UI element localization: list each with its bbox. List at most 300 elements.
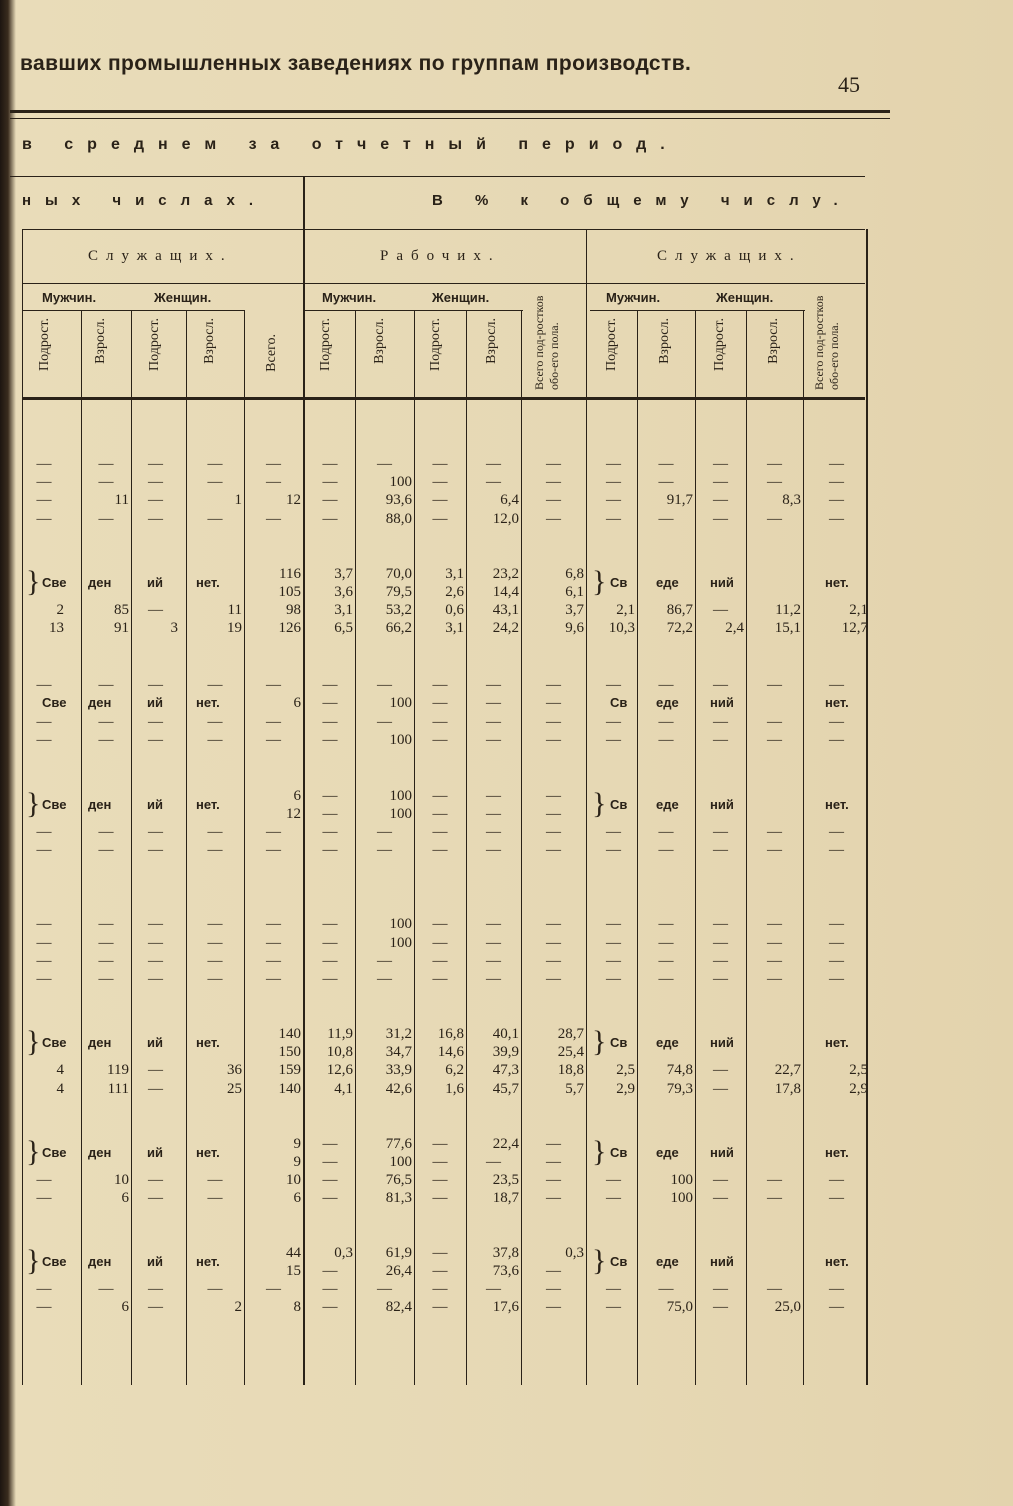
table-cell: — — [36, 732, 52, 748]
table-cell: — — [322, 806, 338, 822]
table-cell: 3,6 — [334, 584, 353, 600]
no-data-note-left: ий — [147, 695, 163, 710]
table-cell: — — [322, 824, 338, 840]
no-data-note-right: ний — [710, 1254, 734, 1269]
subgroup-rule — [22, 283, 865, 284]
table-cell: 10 — [114, 1172, 129, 1188]
table-cell: — — [207, 677, 223, 693]
table-cell: — — [266, 474, 281, 490]
table-cell: — — [486, 916, 501, 932]
table-cell: — — [98, 916, 114, 932]
table-cell: 22,7 — [774, 1062, 801, 1078]
table-cell: — — [266, 1281, 281, 1297]
table-cell: 75,0 — [666, 1299, 693, 1315]
table-cell: — — [658, 824, 674, 840]
table-cell: — — [829, 474, 844, 490]
table-cell: 159 — [278, 1062, 301, 1078]
table-cell: — — [546, 824, 561, 840]
no-data-note-left: Све — [42, 1035, 67, 1050]
table-cell: — — [207, 732, 223, 748]
table-cell: — — [606, 714, 621, 730]
no-data-note-right: Св — [610, 575, 628, 590]
table-cell: 111 — [107, 1081, 129, 1097]
table-cell: — — [432, 935, 448, 951]
table-cell: — — [546, 732, 561, 748]
table-cell: — — [432, 1136, 448, 1152]
table-cell: 13 — [49, 620, 64, 636]
table-cell: — — [606, 492, 621, 508]
table-cell: 37,8 — [492, 1245, 519, 1261]
table-cell: — — [432, 916, 448, 932]
table-cell: — — [377, 953, 392, 969]
table-cell: — — [432, 695, 448, 711]
table-cell: — — [713, 1190, 728, 1206]
table-cell: 3,1 — [445, 620, 464, 636]
table-cell: 11 — [114, 492, 129, 508]
table-cell: — — [322, 492, 338, 508]
table-cell: 14,4 — [492, 584, 519, 600]
table-cell: — — [207, 1281, 223, 1297]
table-cell: — — [713, 492, 728, 508]
table-cell: — — [546, 714, 561, 730]
table-cell: 43,1 — [492, 602, 519, 618]
table-cell: 100 — [389, 1154, 412, 1170]
table-cell: 23,2 — [492, 566, 519, 582]
table-cell: — — [148, 602, 163, 618]
table-cell: — — [322, 1299, 338, 1315]
table-cell: 126 — [278, 620, 301, 636]
table-cell: — — [266, 714, 281, 730]
brace-left: } — [26, 1135, 41, 1168]
brace-left: } — [26, 787, 41, 820]
brace-right: } — [592, 787, 607, 820]
no-data-note-left: Све — [42, 1145, 67, 1160]
no-data-note-left: нет. — [196, 1035, 220, 1050]
table-cell: — — [486, 456, 501, 472]
banner-rule — [10, 176, 865, 177]
table-cell: — — [322, 1172, 338, 1188]
col-adult-5: Взросл. — [657, 318, 672, 364]
brace-right: } — [592, 1025, 607, 1058]
table-cell: 100 — [670, 1190, 693, 1206]
table-cell: 2,1 — [849, 602, 868, 618]
table-cell: — — [546, 1299, 561, 1315]
table-cell: — — [148, 492, 163, 508]
table-cell: — — [432, 732, 448, 748]
table-cell: — — [322, 1190, 338, 1206]
table-cell: — — [377, 677, 392, 693]
table-cell: — — [486, 1281, 501, 1297]
table-cell: 10 — [286, 1172, 301, 1188]
table-cell: — — [713, 1299, 728, 1315]
table-cell: — — [377, 842, 392, 858]
table-cell: — — [606, 916, 621, 932]
table-cell: — — [767, 824, 782, 840]
col-teen-4: Подрост. — [428, 318, 443, 371]
table-cell: 39,9 — [492, 1044, 519, 1060]
table-cell: — — [266, 511, 281, 527]
table-cell: — — [658, 971, 674, 987]
table-cell: — — [266, 953, 281, 969]
table-cell: 100 — [389, 916, 412, 932]
table-cell: — — [207, 714, 223, 730]
table-cell: 100 — [389, 695, 412, 711]
group-rule — [22, 229, 865, 230]
header-rule — [10, 110, 890, 113]
table-cell: — — [713, 935, 728, 951]
table-cell: — — [148, 1062, 163, 1078]
table-cell: — — [829, 1190, 844, 1206]
table-cell: — — [658, 511, 674, 527]
table-cell: — — [767, 1190, 782, 1206]
table-cell: 45,7 — [492, 1081, 519, 1097]
table-cell: — — [713, 1081, 728, 1097]
no-data-note-left: ден — [88, 1145, 112, 1160]
no-data-note-right: нет. — [825, 1145, 849, 1160]
no-data-note-left: нет. — [196, 695, 220, 710]
table-cell: 2,9 — [616, 1081, 635, 1097]
table-cell: — — [36, 1281, 52, 1297]
table-cell: — — [36, 1172, 52, 1188]
table-cell: 10,3 — [608, 620, 635, 636]
col-total-teens-2: Всего под-ростков обо-его пола. — [812, 295, 841, 390]
table-cell: — — [767, 916, 782, 932]
table-cell: — — [322, 714, 338, 730]
table-cell: 10,8 — [326, 1044, 353, 1060]
table-cell: 6 — [293, 695, 301, 711]
table-cell: — — [36, 824, 52, 840]
table-cell: — — [767, 456, 782, 472]
table-cell: 11,2 — [775, 602, 801, 618]
col-adult-2: Взросл. — [202, 318, 217, 364]
table-cell: — — [322, 916, 338, 932]
table-cell: 61,9 — [385, 1245, 412, 1261]
brace-right: } — [592, 1135, 607, 1168]
col-total-teens-1: Всего под-ростков обо-его пола. — [532, 295, 561, 390]
table-cell: — — [36, 842, 52, 858]
no-data-note-left: Све — [42, 695, 67, 710]
table-cell: — — [432, 1154, 448, 1170]
table-cell: — — [546, 1154, 561, 1170]
no-data-note-left: ий — [147, 797, 163, 812]
table-cell: — — [322, 732, 338, 748]
table-cell: — — [767, 474, 782, 490]
no-data-note-left: ий — [147, 1145, 163, 1160]
table-cell: — — [606, 935, 621, 951]
table-cell: — — [713, 971, 728, 987]
table-cell: — — [546, 492, 561, 508]
table-cell: — — [606, 677, 621, 693]
women-label-1: Женщин. — [154, 290, 212, 305]
table-cell: — — [606, 824, 621, 840]
table-cell: — — [148, 824, 163, 840]
table-cell: 16,8 — [437, 1026, 464, 1042]
table-cell: — — [207, 953, 223, 969]
table-cell: — — [432, 842, 448, 858]
no-data-note-left: нет. — [196, 797, 220, 812]
table-cell: 3,7 — [334, 566, 353, 582]
table-cell: — — [207, 842, 223, 858]
table-cell: — — [98, 732, 114, 748]
table-cell: — — [322, 788, 338, 804]
table-cell: — — [829, 456, 844, 472]
column-rule — [22, 229, 23, 1385]
table-cell: — — [36, 971, 52, 987]
table-cell: — — [546, 916, 561, 932]
col-adult-3: Взросл. — [372, 318, 387, 364]
table-cell: — — [322, 953, 338, 969]
table-cell: — — [148, 677, 163, 693]
table-cell: 15,1 — [774, 620, 801, 636]
table-cell: — — [148, 714, 163, 730]
no-data-note-left: Све — [42, 575, 67, 590]
table-cell: 36 — [227, 1062, 242, 1078]
table-cell: — — [322, 1263, 338, 1279]
brace-left: } — [26, 1025, 41, 1058]
no-data-note-right: Св — [610, 695, 628, 710]
no-data-note-right: ний — [710, 695, 734, 710]
table-cell: — — [767, 677, 782, 693]
brace-right: } — [592, 1244, 607, 1277]
table-cell: — — [829, 916, 844, 932]
table-cell: — — [36, 474, 52, 490]
table-cell: 33,9 — [385, 1062, 412, 1078]
no-data-note-left: Све — [42, 797, 67, 812]
table-cell: 3 — [170, 620, 178, 636]
table-cell: — — [606, 842, 621, 858]
table-cell: — — [432, 474, 448, 490]
table-cell: — — [432, 714, 448, 730]
table-cell: — — [486, 953, 501, 969]
col-teen-5: Подрост. — [604, 318, 619, 371]
table-cell: — — [432, 1172, 448, 1188]
table-cell: — — [546, 1136, 561, 1152]
table-cell: — — [432, 1245, 448, 1261]
no-data-note-left: Све — [42, 1254, 67, 1269]
table-cell: 72,2 — [666, 620, 693, 636]
table-cell: — — [486, 971, 501, 987]
brace-right: } — [592, 565, 607, 598]
no-data-note-right: еде — [656, 1035, 679, 1050]
table-cell: 24,2 — [492, 620, 519, 636]
table-cell: 31,2 — [385, 1026, 412, 1042]
table-cell: — — [148, 935, 163, 951]
table-cell: 73,6 — [492, 1263, 519, 1279]
table-cell: — — [148, 953, 163, 969]
sub-rule-a — [22, 310, 244, 311]
table-cell: — — [432, 1263, 448, 1279]
group-employees-left: Служащих. — [88, 248, 233, 264]
table-cell: — — [148, 456, 163, 472]
table-cell: — — [767, 953, 782, 969]
table-cell: 9 — [293, 1154, 301, 1170]
table-cell: 2,5 — [616, 1062, 635, 1078]
no-data-note-left: ден — [88, 797, 112, 812]
table-cell: — — [546, 695, 561, 711]
table-cell: 100 — [389, 788, 412, 804]
table-cell: — — [546, 971, 561, 987]
table-cell: 6 — [121, 1190, 129, 1206]
table-cell: — — [658, 474, 674, 490]
table-cell: — — [98, 953, 114, 969]
group-employees-right: Служащих. — [657, 248, 802, 264]
table-cell: — — [606, 732, 621, 748]
table-cell: — — [98, 842, 114, 858]
table-cell: 4 — [56, 1081, 64, 1097]
table-cell: — — [546, 842, 561, 858]
table-cell: 76,5 — [385, 1172, 412, 1188]
table-cell: 15 — [286, 1263, 301, 1279]
table-cell: — — [98, 474, 114, 490]
table-cell: — — [266, 677, 281, 693]
table-cell: — — [829, 714, 844, 730]
table-cell: — — [36, 953, 52, 969]
table-cell: 88,0 — [385, 511, 412, 527]
table-cell: 6 — [293, 1190, 301, 1206]
table-cell: — — [658, 1281, 674, 1297]
table-cell: — — [546, 1263, 561, 1279]
no-data-note-right: Св — [610, 1035, 628, 1050]
table-cell: 12 — [286, 492, 301, 508]
table-cell: — — [767, 1281, 782, 1297]
table-cell: — — [713, 677, 728, 693]
table-cell: — — [658, 935, 674, 951]
no-data-note-right: еде — [656, 797, 679, 812]
table-cell: — — [486, 714, 501, 730]
men-label-2: Мужчин. — [322, 290, 377, 305]
table-cell: — — [207, 511, 223, 527]
table-cell: — — [322, 935, 338, 951]
table-cell: — — [829, 732, 844, 748]
table-cell: 119 — [107, 1062, 129, 1078]
table-cell: — — [767, 971, 782, 987]
table-cell: 6 — [293, 788, 301, 804]
table-cell: — — [266, 456, 281, 472]
table-cell: — — [546, 806, 561, 822]
table-cell: 150 — [278, 1044, 301, 1060]
table-cell: — — [658, 953, 674, 969]
table-cell: — — [658, 677, 674, 693]
table-cell: — — [36, 492, 52, 508]
table-cell: — — [148, 842, 163, 858]
table-cell: 42,6 — [385, 1081, 412, 1097]
table-cell: — — [713, 824, 728, 840]
table-cell: 1 — [234, 492, 242, 508]
table-cell: — — [98, 1281, 114, 1297]
table-cell: — — [148, 1172, 163, 1188]
table-cell: — — [98, 714, 114, 730]
table-cell: 91,7 — [666, 492, 693, 508]
table-cell: 47,3 — [492, 1062, 519, 1078]
table-cell: — — [148, 916, 163, 932]
table-cell: — — [36, 456, 52, 472]
table-cell: 22,4 — [492, 1136, 519, 1152]
table-cell: 70,0 — [385, 566, 412, 582]
table-cell: — — [322, 1136, 338, 1152]
table-cell: — — [322, 842, 338, 858]
table-cell: 100 — [389, 935, 412, 951]
table-cell: 6,2 — [445, 1062, 464, 1078]
no-data-note-right: еде — [656, 1254, 679, 1269]
table-cell: — — [658, 916, 674, 932]
table-cell: — — [207, 916, 223, 932]
left-units-label: ных числах. — [22, 192, 268, 209]
table-cell: 19 — [227, 620, 242, 636]
no-data-note-right: ний — [710, 1145, 734, 1160]
table-cell: — — [266, 732, 281, 748]
table-cell: 4 — [56, 1062, 64, 1078]
table-cell: — — [486, 824, 501, 840]
no-data-note-right: еде — [656, 1145, 679, 1160]
table-cell: 100 — [389, 474, 412, 490]
table-cell: — — [606, 1172, 621, 1188]
table-cell: — — [432, 1299, 448, 1315]
table-cell: — — [713, 1281, 728, 1297]
col-total: Всего. — [264, 334, 279, 372]
table-cell: — — [713, 916, 728, 932]
table-cell: — — [713, 714, 728, 730]
table-cell: — — [148, 971, 163, 987]
table-cell: — — [486, 677, 501, 693]
men-label-3: Мужчин. — [606, 290, 661, 305]
page-header-title: вавших промышленных заведениях по группам производств. — [20, 52, 692, 75]
table-cell: 98 — [286, 602, 301, 618]
table-cell: — — [207, 935, 223, 951]
table-cell: — — [546, 953, 561, 969]
table-cell: — — [148, 1281, 163, 1297]
table-cell: 2,1 — [616, 602, 635, 618]
no-data-note-left: ий — [147, 1254, 163, 1269]
table-cell: — — [486, 842, 501, 858]
table-cell: — — [658, 456, 674, 472]
sub-rule-c — [590, 310, 805, 311]
table-cell: 2,4 — [725, 620, 744, 636]
table-cell: — — [829, 1299, 844, 1315]
table-cell: — — [266, 971, 281, 987]
table-cell: — — [36, 935, 52, 951]
no-data-note-right: нет. — [825, 1035, 849, 1050]
percent-label: В % к общему числу. — [432, 192, 852, 209]
table-cell: 77,6 — [385, 1136, 412, 1152]
no-data-note-right: Св — [610, 1145, 628, 1160]
table-cell: 4,1 — [334, 1081, 353, 1097]
table-cell: 2,5 — [849, 1062, 868, 1078]
table-cell: 91 — [114, 620, 129, 636]
table-cell: 2,9 — [849, 1081, 868, 1097]
table-cell: 100 — [389, 806, 412, 822]
table-cell: — — [713, 1062, 728, 1078]
table-cell: — — [266, 824, 281, 840]
table-cell: — — [432, 511, 448, 527]
table-cell: 14,6 — [437, 1044, 464, 1060]
no-data-note-left: ден — [88, 1035, 112, 1050]
table-cell: — — [98, 971, 114, 987]
group-workers: Рабочих. — [380, 248, 501, 264]
col-teen-2: Подрост. — [147, 318, 162, 371]
table-cell: — — [546, 456, 561, 472]
brace-left: } — [26, 1244, 41, 1277]
table-cell: — — [148, 511, 163, 527]
table-cell: — — [377, 714, 392, 730]
table-cell: 26,4 — [385, 1263, 412, 1279]
no-data-note-left: нет. — [196, 1254, 220, 1269]
table-cell: 17,6 — [492, 1299, 519, 1315]
table-cell: — — [546, 1190, 561, 1206]
table-cell: 8,3 — [782, 492, 801, 508]
table-cell: 81,3 — [385, 1190, 412, 1206]
table-cell: 12,6 — [326, 1062, 353, 1078]
table-cell: 17,8 — [774, 1081, 801, 1097]
